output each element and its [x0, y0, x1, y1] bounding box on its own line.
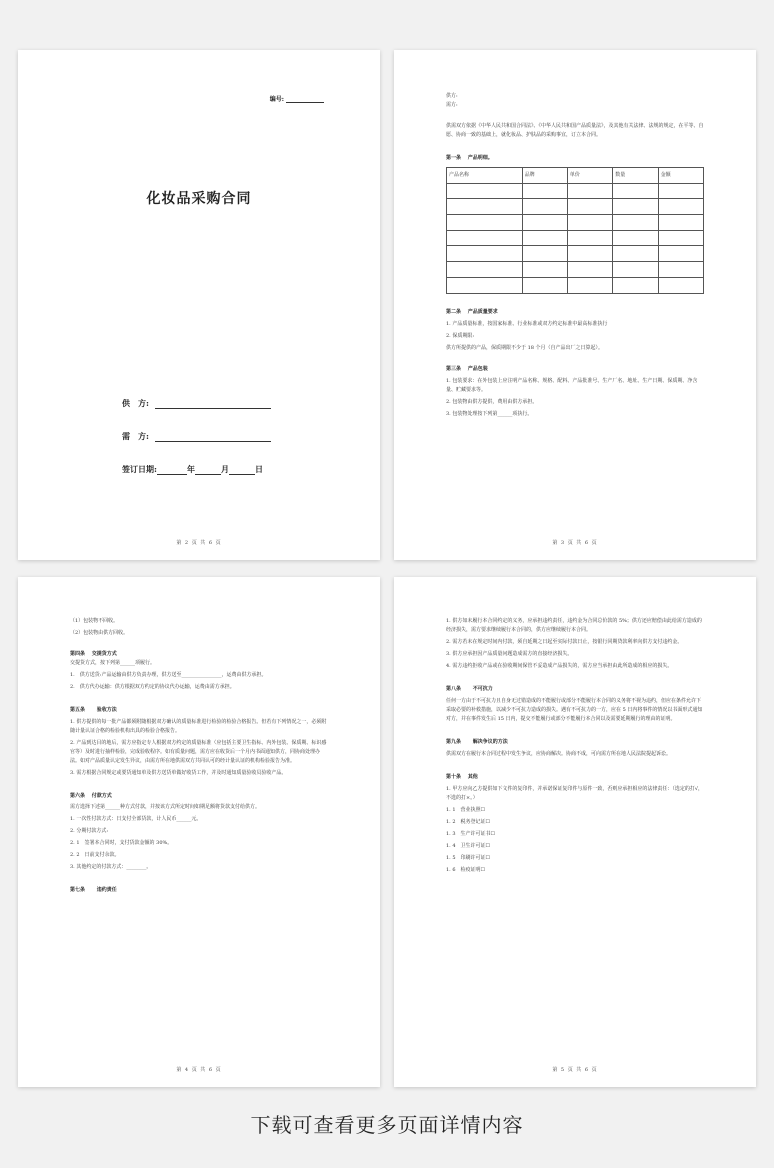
- list-item: 1. 2 税务登记证☐: [446, 819, 491, 825]
- section-5-title: 第五条 验收方法: [70, 707, 117, 713]
- list-item: 2. 供方代办运输：供方根据双方约定的协议代办运输，运费由需方承担。: [70, 684, 235, 690]
- list-item: 1. 包装要求：在外包装上应注明产品名称、规格、配料、产品批准号、生产厂名、地址、生产日期、保质期、净含量、贮藏要求等。: [446, 377, 698, 393]
- contract-title: 化妆品采购合同: [146, 191, 252, 207]
- list-item: 1. 供方送货:产品运输由供方负责办理，供方送至________________，运费由供方承担。: [70, 672, 267, 678]
- day-blank: [229, 466, 255, 475]
- table-row: [447, 262, 704, 278]
- doc-number-blank: [286, 96, 324, 103]
- list-item: 1. 供方提供的每一批产品都须附随根据双方确认的质量标准进行检验的检验合格报告。但若有下列情况之一，必须附随计量认证合格的检验机构出具的检验合格报告。: [70, 719, 327, 734]
- page-footer: 第 5 页 共 6 页: [552, 1067, 598, 1073]
- list-item: 3. 其他约定的付款方式：________。: [70, 864, 152, 870]
- buyer-label: 需 方:: [122, 431, 149, 441]
- section-2-title: 第二条 产品质量要求: [446, 308, 498, 315]
- list-item: 1. 1 营业执照☐: [446, 807, 486, 813]
- list-item: （2）包装物由供方回收。: [70, 630, 129, 636]
- list-item: 3. 包装物处理按下列第______项执行。: [446, 410, 533, 417]
- list-item: 1. 供方如未履行本合同约定的义务，应承担违约责任，违约金为合同总价款的 5%；供方还应赔偿由此给需方造成的经济损失，需方要求继续履行本合同的，供方应继续履行本合同。: [446, 618, 702, 633]
- list-item: 2. 保质期限:: [446, 332, 475, 339]
- download-caption[interactable]: 下载可查看更多页面详情内容: [250, 1113, 524, 1137]
- list-item: 供方所提供的产品，保质期限不少于 18 个月（自产品出厂之日算起）。: [446, 344, 604, 351]
- intro-paragraph: 供需双方依据《中华人民共和国合同法》、《中华人民共和国产品质量法》，及其他有关法律、法规的规定，在平等、自愿、协商一致的基础上，就化妆品、护肤品的采购事宜，订立本合同。: [446, 123, 704, 138]
- page-footer: 第 2 页 共 6 页: [176, 540, 222, 546]
- column-header: 品牌: [522, 168, 567, 184]
- column-header: 单价: [567, 168, 612, 184]
- table-row: [447, 215, 704, 231]
- table-header-row: [447, 168, 704, 184]
- page-4: [394, 577, 756, 1087]
- year-label: 年: [186, 464, 195, 474]
- list-item: 1. 产品质量标准，按国家标准、行业标准或双方约定标准中最高标准执行: [446, 320, 608, 327]
- supplier-label: 供 方:: [122, 398, 149, 408]
- page-2: [394, 50, 756, 560]
- page-footer: 第 3 页 共 6 页: [552, 540, 598, 546]
- supplier-field: [122, 398, 271, 409]
- table-row: [447, 277, 704, 293]
- product-table: [446, 167, 704, 294]
- supplier-line: 供方:: [446, 93, 458, 99]
- list-item: 2. 需方若未在规定时间内付款，须自延期之日起至实际付款日止，按银行同期贷款利率向供方支付违约金。: [446, 639, 683, 645]
- list-item: （1）包装物不回收。: [70, 618, 119, 624]
- buyer-line: 需方:: [446, 102, 458, 108]
- page-footer: 第 4 页 共 6 页: [176, 1067, 222, 1073]
- table-row: [447, 246, 704, 262]
- list-item: 1. 甲方应向乙方提供如下文件的复印件，并承诺保证复印件与原件一致，否则应承担相应的法律责任：（选定的打√，不选的打×。）: [446, 786, 704, 801]
- table-row: [447, 230, 704, 246]
- list-item: 1. 3 生产许可证书☐: [446, 831, 496, 837]
- sign-date-label: 签订日期:: [122, 464, 157, 474]
- list-item: 3. 需方根据合同规定或要货通知单及供方送货单做好收货工作，并及时通知质量验收员验收产品。: [70, 770, 287, 776]
- section-10-title: 第十条 其他: [446, 774, 478, 780]
- section-3-title: 第三条 产品包装: [446, 365, 488, 372]
- page-cover: [18, 50, 380, 560]
- list-item: 2. 包装物由供方提供，费用由供方承担。: [446, 398, 538, 405]
- day-label: 日: [254, 464, 263, 474]
- section-8-text: 任何一方由于不可抗力且自身无过错造成的不能履行或部分不能履行本合同的义务将不视为违约，但应在条件允许下采取必要的补救措施，以减少不可抗力造成的损失。遇有不可抗力的一方，应在 5 日内将事件的情况以书面形式通知对方，并在事件发生后 15 日内，提交不能履行或部分不能履行本合同以及需要延期履行的理由的证明。: [446, 698, 703, 722]
- month-label: 月: [220, 464, 229, 474]
- column-header: 数量: [613, 168, 658, 184]
- table-row: [447, 183, 704, 199]
- doc-number-field: [270, 94, 324, 103]
- section-9-text: 供需双方在履行本合同过程中发生争议，应协商解决。协商不成，可向需方所在地人民法院提起诉讼。: [446, 751, 672, 757]
- page-3: [18, 577, 380, 1087]
- list-item: 2. 1 签署本合同时，支付货款金额的 30%。: [70, 840, 173, 846]
- section-7-title: 第七条 违约责任: [70, 887, 117, 893]
- supplier-blank: [155, 400, 271, 409]
- section-4-title: 第四条 交提货方式: [70, 651, 117, 657]
- month-blank: [195, 466, 221, 475]
- list-item: 1. 5 印刷许可证☐: [446, 855, 491, 861]
- list-item: 1. 一次性付款方式：日支付全部货款，计人民币______元。: [70, 816, 202, 822]
- list-item: 1. 4 卫生许可证☐: [446, 843, 491, 849]
- buyer-field: [122, 431, 271, 442]
- buyer-blank: [155, 433, 271, 442]
- section-9-title: 第九条 解决争议的方法: [446, 739, 508, 745]
- list-item: 3. 供方应承担因产品质量问题造成需方的直接经济损失。: [446, 651, 573, 657]
- section-6-title: 第六条 付款方式: [70, 793, 112, 799]
- section-8-title: 第八条 不可抗力: [446, 686, 493, 692]
- list-item: 交提货方式，按下列第______项履行。: [70, 660, 156, 666]
- sign-date-field: [122, 464, 263, 475]
- table-row: [447, 199, 704, 215]
- year-blank: [157, 466, 187, 475]
- list-item: 2. 分期付款方式:: [70, 828, 109, 834]
- column-header: 产品名称: [447, 168, 523, 184]
- list-item: 4. 需方违约拒收产品或在验收期间保管不妥造成产品损失的，需方应当承担由此所造成的相应的损失。: [446, 663, 673, 669]
- list-item: 1. 6 检疫证明☐: [446, 867, 486, 873]
- column-header: 金额: [658, 168, 703, 184]
- list-item: 2. 2 日前支付余款。: [70, 852, 120, 858]
- list-item: 2. 产品到达目的地后，需方应指定专人根据双方约定的质量标准（应包括主要卫生指标、内外包装、保质期、标识感官等）及时进行抽样检验，完成验收程序。如有质量问题，需方应在收货后一个月内书面通知供方，同协商处理办法。如对产品质量认定发生异议，由需方所在地供需双方共同认可的经计量认证的机构检验报告为准。: [70, 740, 327, 764]
- list-item: 需方选择下述第______种方式付款，并按该方式所定时间如期足额将货款支付给供方。: [70, 804, 261, 810]
- section-1-title: 第一条 产品明细。: [446, 155, 493, 161]
- doc-number-label: 编号:: [269, 96, 284, 103]
